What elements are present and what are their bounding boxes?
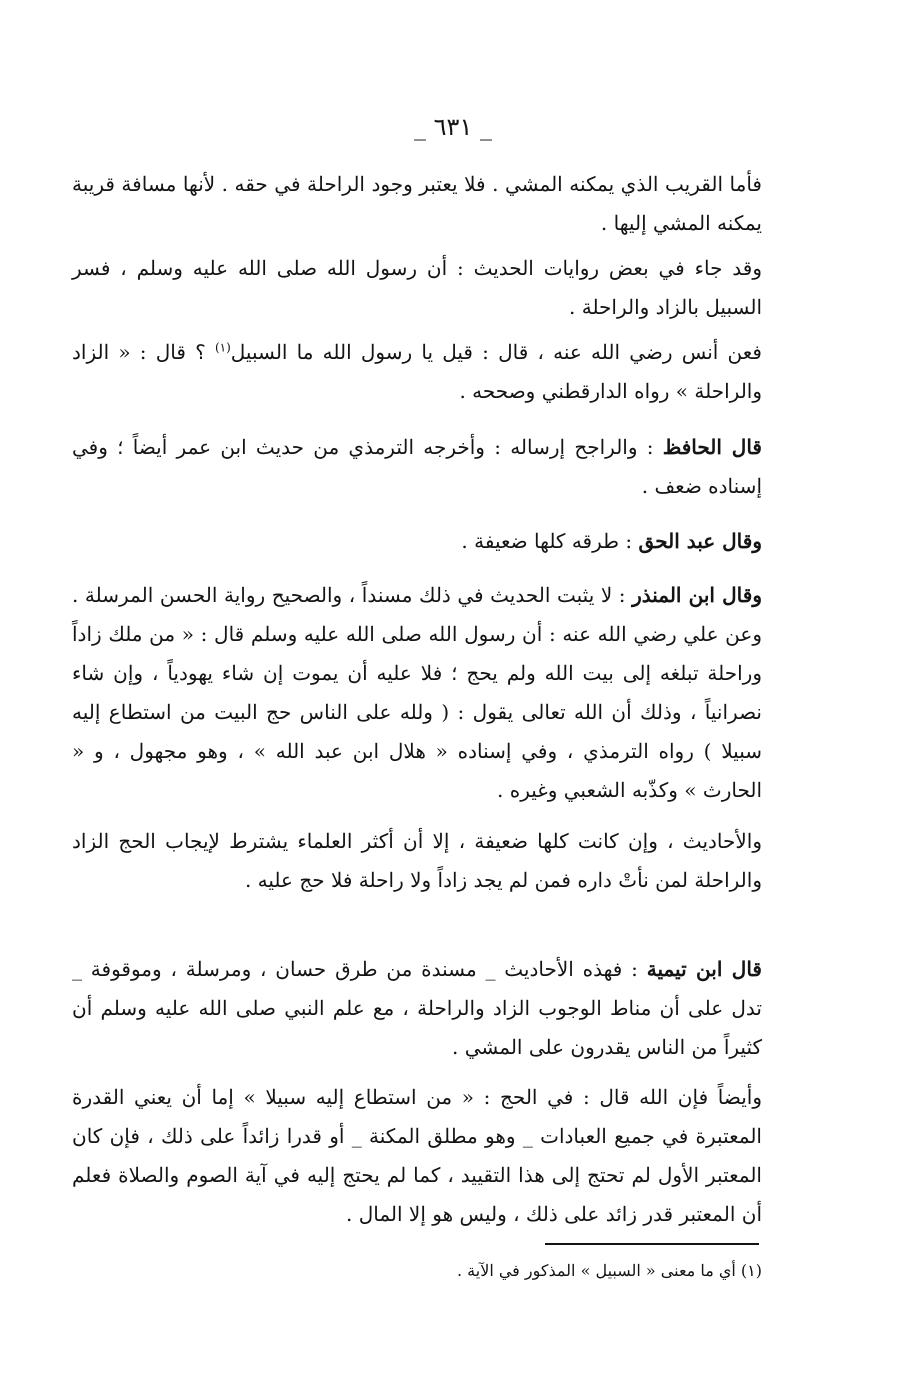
paragraph-9	[72, 1078, 762, 1234]
paragraph-7	[72, 822, 762, 900]
paragraph-text-continued: ؟ قال : « الزاد والراحلة » رواه الدارقطني وصححه .	[72, 340, 762, 403]
footnote-reference: (١)	[214, 340, 231, 355]
page-number: _ ٦٣١ _	[414, 113, 492, 141]
speaker-name: وقال عبد الحق	[638, 529, 762, 553]
footnote: (١) أي ما معنى « السبيل » المذكور في الآية .	[456, 1261, 762, 1280]
paragraph-text: : لا يثبت الحديث في ذلك مسنداً ، والصحيح رواية الحسن المرسلة . وعن علي رضي الله عنه : أن رسول الله صلى الله عليه وسلم قال : « من ملك زاداً وراحلة تبلغه إلى بيت الله ولم يحج ؛ فلا عليه أن يموت إن شاء يهودياً ، وإن شاء نصرانياً ، وذلك أن الله تعالى يقول : ( ولله على الناس حج البيت من استطاع إليه سبيلا ) رواه الترمذي ، وفي إسناده « هلال ابن عبد الله » ، وهو مجهول ، و « الحارث » وكذّبه الشعبي وغيره .	[72, 583, 762, 802]
paragraph-text: فعن أنس رضي الله عنه ، قال : قيل يا رسول الله ما السبيل	[230, 340, 762, 364]
paragraph-text: والأحاديث ، وإن كانت كلها ضعيفة ، إلا أن أكثر العلماء يشترط لإيجاب الحج الزاد والراحلة لمن نأتْ داره فمن لم يجد زاداً ولا راحلة فلا حج عليه .	[72, 829, 762, 892]
paragraph-text: وقد جاء في بعض روايات الحديث : أن رسول الله صلى الله عليه وسلم ، فسر السبيل بالزاد والراحلة .	[72, 256, 762, 319]
speaker-name: قال ابن تيمية	[646, 957, 762, 981]
speaker-name: وقال ابن المنذر	[632, 583, 762, 607]
paragraph-8	[72, 950, 762, 1067]
paragraph-3	[72, 333, 762, 411]
paragraph-6	[72, 576, 762, 810]
paragraph-2	[72, 249, 762, 327]
paragraph-4	[72, 428, 762, 506]
paragraph-text: وأيضاً فإن الله قال : في الحج : « من استطاع إليه سبيلا » إما أن يعني القدرة المعتبرة في جميع العبادات _ وهو مطلق المكنة _ أو قدرا زائداً على ذلك ، فإن كان المعتبر الأول لم تحتج إلى هذا التقييد ، كما لم يحتج إليه في آية الصوم والصلاة فعلم أن المعتبر قدر زائد على ذلك ، وليس هو إلا المال .	[72, 1085, 762, 1226]
paragraph-text: : فهذه الأحاديث _ مسندة من طرق حسان ، ومرسلة ، وموقوفة _ تدل على أن مناط الوجوب الزاد والراحلة ، مع علم النبي صلى الله عليه وسلم أن كثيراً من الناس يقدرون على المشي .	[72, 957, 762, 1059]
speaker-name: قال الحافظ	[662, 435, 762, 459]
paragraph-text: : والراجح إرساله : وأخرجه الترمذي من حديث ابن عمر أيضاً ؛ وفي إسناده ضعف .	[72, 435, 762, 498]
paragraph-1	[72, 165, 762, 243]
paragraph-5	[72, 522, 762, 561]
footnote-divider	[545, 1243, 759, 1245]
paragraph-text: : طرقه كلها ضعيفة .	[461, 529, 639, 553]
paragraph-text: فأما القريب الذي يمكنه المشي . فلا يعتبر وجود الراحلة في حقه . لأنها مسافة قريبة يمكنه المشي إليها .	[72, 172, 762, 235]
